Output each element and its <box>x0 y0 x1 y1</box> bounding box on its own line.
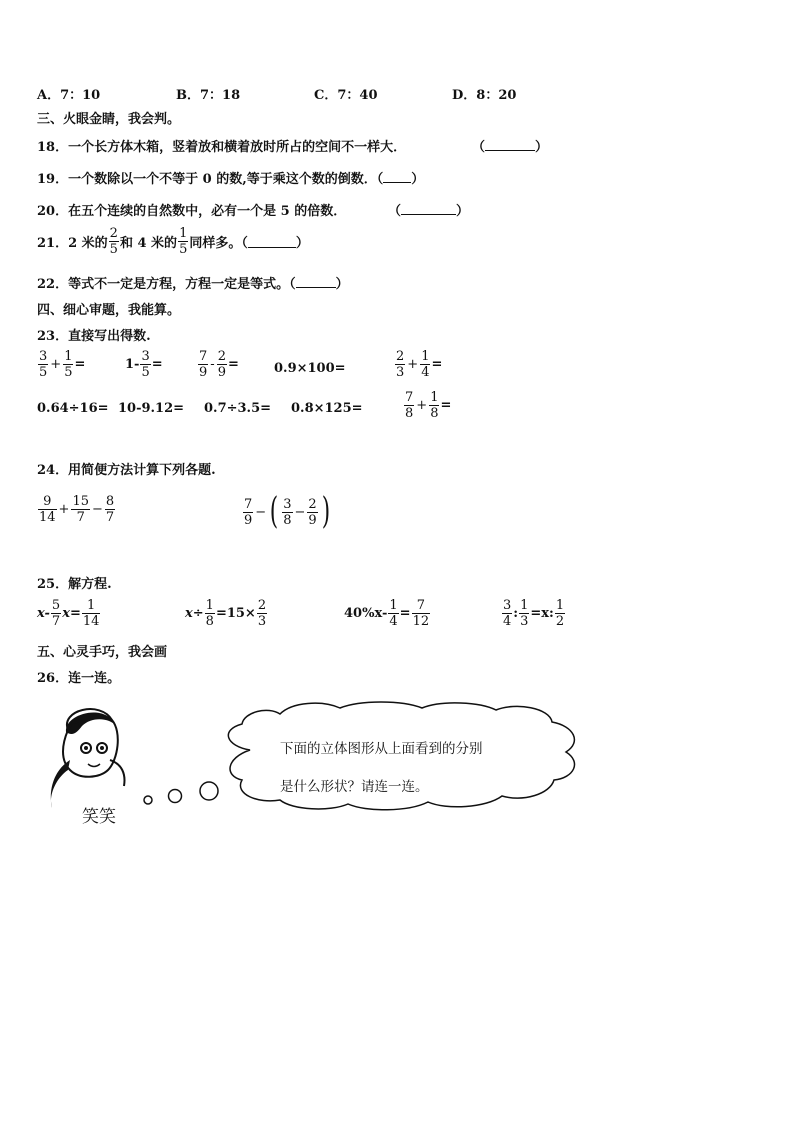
question-21 <box>37 226 309 257</box>
fraction: $\frac{1}{4}$ <box>389 598 398 629</box>
question-23-title: 23．直接写出得数. <box>37 329 151 344</box>
question-21-pre: 21．2 米的 <box>37 236 108 251</box>
expression: $\frac{2}{3}$ + $\frac{1}{4}$ = <box>396 349 443 380</box>
answer-blank[interactable] <box>383 170 411 183</box>
answer-blank[interactable] <box>248 235 296 248</box>
thought-bubble-medium-icon <box>169 790 182 803</box>
fraction: $\frac{3}{4}$ <box>503 598 512 629</box>
equation: $\frac{3}{4}$ : $\frac{1}{3}$ =x: $\frac{1}{2}$ <box>503 598 565 629</box>
option-a: A．7：10 <box>37 88 101 103</box>
option-b: B．7：18 <box>176 88 241 103</box>
expression: 0.64÷16= <box>37 401 109 416</box>
expression: $\frac{7}{9}$ - $\frac{2}{9}$ = <box>199 349 239 380</box>
answer-blank[interactable] <box>296 275 336 288</box>
question-24-title: 24．用简便方法计算下列各题. <box>37 463 216 478</box>
girl-cartoon-icon <box>51 709 125 808</box>
question-21-mid: 和 4 米的 <box>119 236 178 251</box>
question-18 <box>37 136 406 155</box>
fraction: $\frac{15}{7}$ <box>72 494 89 525</box>
expression: $\frac{9}{14}$ + $\frac{15}{7}$ − $\frac{8}{7}$ <box>39 494 115 525</box>
fraction: $\frac{3}{5}$ <box>39 349 48 380</box>
expression: 0.9×100= <box>274 361 346 376</box>
fraction: $\frac{3}{8}$ <box>283 496 292 528</box>
expression: $\frac{7}{8}$ + $\frac{1}{8}$ = <box>405 390 452 421</box>
cloud-text-line-2: 是什么形状？请连一连。 <box>280 779 429 795</box>
fraction: $\frac{1}{8}$ <box>430 390 439 421</box>
expression: $\frac{7}{9}$ − ( $\frac{3}{8}$ − $\frac{2}{9}$ ) <box>244 491 330 532</box>
fraction: $\frac{8}{7}$ <box>105 494 115 525</box>
fraction: $\frac{7}{9}$ <box>199 349 208 380</box>
question-19 <box>37 168 424 187</box>
question-26-title: 26．连一连。 <box>37 671 121 686</box>
expression: 10-9.12= <box>118 401 185 416</box>
question-22 <box>37 273 349 292</box>
equation: 40%x- $\frac{1}{4}$ = $\frac{7}{12}$ <box>344 598 430 629</box>
right-paren: ） <box>456 204 470 219</box>
question-18-text: 18．一个长方体木箱，竖着放和横着放时所占的空间不一样大． <box>37 140 407 155</box>
expression: 0.8×125= <box>291 401 363 416</box>
fraction: $\frac{2}{5}$ <box>109 226 118 257</box>
question-19-text: 19．一个数除以一个不等于 0 的数,等于乘这个数的倒数．（ <box>37 172 384 187</box>
fraction: $\frac{1}{4}$ <box>421 349 430 380</box>
question-18-answer[interactable] <box>472 136 548 155</box>
left-paren: （ <box>472 140 486 155</box>
fraction: $\frac{5}{7}$ <box>51 598 61 629</box>
question-25-title: 25．解方程. <box>37 577 112 592</box>
question-20-answer[interactable] <box>388 200 469 219</box>
expression: 0.7÷3.5= <box>204 401 272 416</box>
question-22-text: 22．等式不一定是方程，方程一定是等式。（ <box>37 277 296 292</box>
left-paren: （ <box>388 204 402 219</box>
fraction: $\frac{2}{9}$ <box>217 349 226 380</box>
fraction: $\frac{1}{8}$ <box>205 598 214 629</box>
section-5-title: 五、心灵手巧，我会画 <box>37 645 168 660</box>
thought-bubble-large-icon <box>200 782 218 800</box>
fraction: $\frac{3}{5}$ <box>141 349 150 380</box>
fraction: $\frac{1}{2}$ <box>555 598 565 629</box>
fraction: $\frac{2}{9}$ <box>308 496 317 528</box>
expression: $\frac{3}{5}$ + $\frac{1}{5}$ = <box>39 349 86 380</box>
right-paren: ） <box>335 277 349 292</box>
option-d: D．8：20 <box>452 88 517 103</box>
question-20 <box>37 200 346 219</box>
right-paren: ） <box>411 172 425 187</box>
right-paren: ） <box>295 236 309 251</box>
fraction: $\frac{2}{3}$ <box>396 349 405 380</box>
right-paren: ) <box>321 491 330 532</box>
section-4-title: 四、细心审题，我能算。 <box>37 303 181 318</box>
fraction: $\frac{7}{8}$ <box>405 390 414 421</box>
character-label: 笑笑 <box>82 807 116 827</box>
fraction: $\frac{1}{14}$ <box>82 598 100 629</box>
fraction: $\frac{7}{9}$ <box>244 496 253 528</box>
fraction: $\frac{7}{12}$ <box>412 598 430 629</box>
equation: x÷ $\frac{1}{8}$ =15× $\frac{2}{3}$ <box>185 598 267 629</box>
section-3-title: 三、火眼金睛，我会判。 <box>37 112 181 127</box>
right-paren: ） <box>535 140 549 155</box>
question-21-post: 同样多。（ <box>189 236 248 251</box>
left-paren: ( <box>269 491 279 532</box>
fraction: $\frac{9}{14}$ <box>39 494 56 525</box>
fraction: $\frac{1}{5}$ <box>64 349 73 380</box>
fraction: $\frac{1}{5}$ <box>179 226 188 257</box>
answer-blank[interactable] <box>485 138 535 151</box>
thought-bubble-small-icon <box>144 796 152 804</box>
fraction: $\frac{2}{3}$ <box>257 598 267 629</box>
expression: 1- $\frac{3}{5}$ = <box>125 349 163 380</box>
question-20-text: 20．在五个连续的自然数中，必有一个是 5 的倍数． <box>37 204 347 219</box>
option-c: C．7：40 <box>314 88 378 103</box>
equation: x- $\frac{5}{7}$ x= $\frac{1}{14}$ <box>37 598 100 629</box>
answer-blank[interactable] <box>401 202 456 215</box>
cloud-text-line-1: 下面的立体图形从上面看到的分别 <box>280 741 483 757</box>
fraction: $\frac{1}{3}$ <box>520 598 529 629</box>
